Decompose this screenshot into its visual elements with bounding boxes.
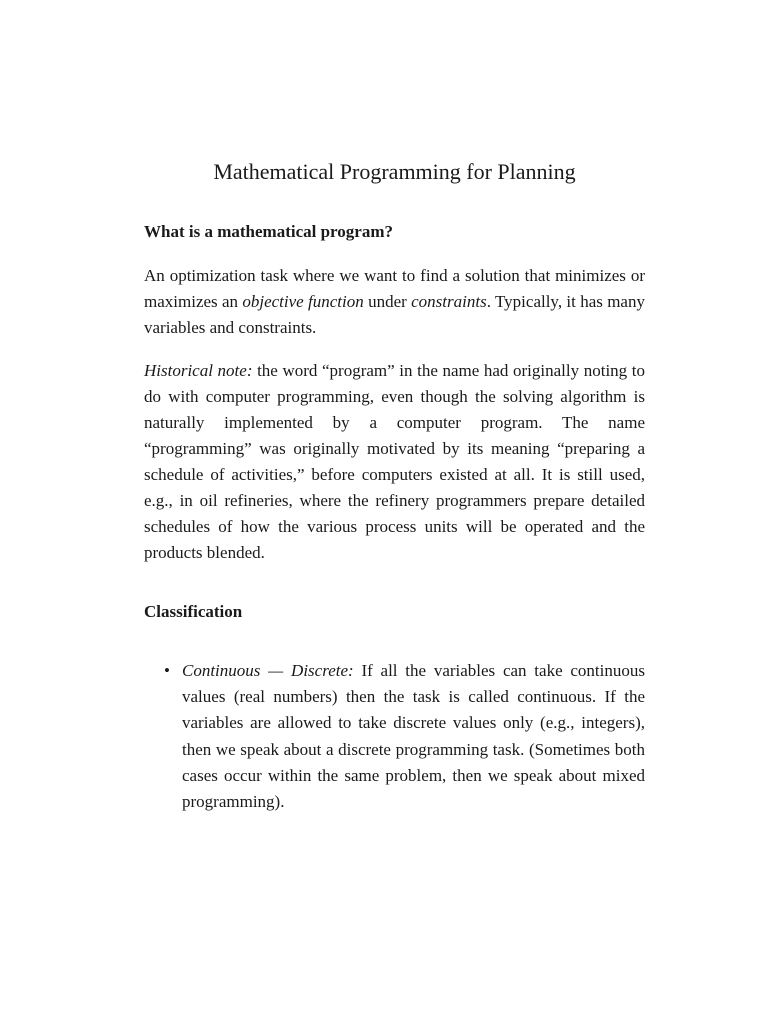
constraints-term: constraints [411,292,487,311]
intro-text-1: An optimization task where we want to find a solution that minimizes or maximizes an [144,266,645,311]
intro-paragraph [144,263,645,341]
historical-note-paragraph [144,358,645,566]
objective-function-term: objective function [242,292,364,311]
historical-note-text: the word “program” in the name had originally noting to do with computer programming, even though the solving algorithm is naturally implemented by a computer program. The name “programming” was originally motivated by its meaning “preparing a schedule of activities,” before computers existed at all. It is still used, e.g., in oil refineries, where the refinery programmers prepare detailed schedules of how the various process units will be operated and the products blended. [144,361,645,562]
document-title: Mathematical Programming for Planning [213,159,576,184]
classification-term: Continuous — Discrete: [182,661,354,680]
historical-note-label: Historical note: [144,361,253,380]
intro-text-2: under [363,292,412,311]
classification-text: If all the variables can take continuous values (real numbers) then the task is called continuous. If the variables are allowed to take discrete values only (e.g., integers), then we speak about a discrete programming task. (Sometimes both cases occur within the same problem, then we speak about mixed programming). [182,661,645,812]
intro-text-3: . Typically, it has many variables and constraints. [144,292,645,337]
classification-list [144,658,645,815]
section-heading-what-is: What is a mathematical program? [144,222,393,241]
section-heading-classification: Classification [144,602,243,621]
bullet-icon: • [164,661,170,680]
list-item [144,658,645,815]
